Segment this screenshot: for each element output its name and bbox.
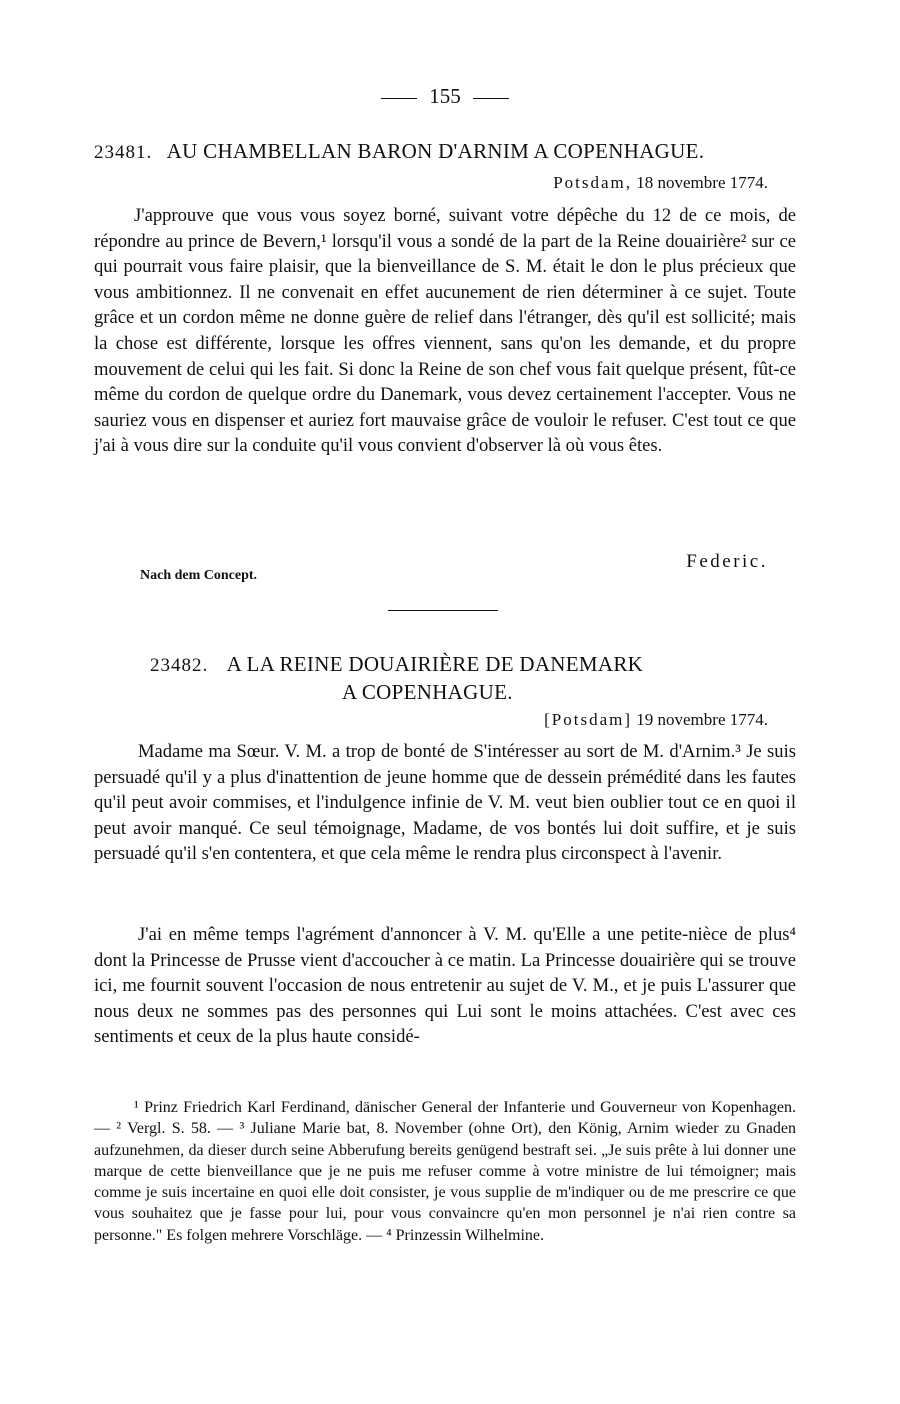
letter-2-place: [Potsdam] (544, 710, 633, 729)
letter-2-number: 23482. (150, 655, 209, 676)
letter-2-title-line-2: A COPENHAGUE. (342, 680, 513, 704)
letter-1-body: J'approuve que vous vous soyez borné, suivant votre dépêche du 12 de ce mois, de répondre au prince de Bevern,¹ lorsqu'il vous a sondé de la part de la Reine douairière² sur ce qui pourrait vous faire plaisir, que la bienveillance de S. M. était le don le plus précieux que vous ambitionnez. Il ne convenait en effet aucunement de rien déterminer à ce sujet. Toute grâce et un cordon même ne donne guère de relief dans l'étranger, dès qu'il est sollicité; mais la chose est différente, lorsque les offres viennent, sans qu'on les demande, et du propre mouvement de celui qui les fait. Si donc la Reine de son chef vous fait quelque présent, fût-ce même du cordon de quelque ordre du Danemark, vous devez certainement l'accepter. Vous ne sauriez vous en dispenser et auriez fort mauvaise grâce de vouloir le refuser. C'est tout ce que j'ai à vous dire sur la conduite qu'il vous convient d'observer là où vous êtes. (94, 205, 796, 457)
section-divider (388, 610, 498, 611)
letter-2-title-line-1: A LA REINE DOUAIRIÈRE DE DANEMARK (226, 652, 644, 676)
letter-2-paragraph-1: Madame ma Sœur. V. M. a trop de bonté de S'intéresser au sort de M. d'Arnim.³ Je suis persuadé qu'il y a plus d'inattention de jeune homme que de dessein prémédité dans les fautes qu'il peut avoir commises, et l'indulgence infinie de V. M. veut bien oublier tout ce en quoi il peut avoir manqué. Ce seul témoignage, Madame, de vos bontés lui doit suffire, et je suis persuadé qu'il s'en contentera, et que cela même le rendra plus circonspect à l'avenir. (94, 741, 796, 865)
page-number-line (94, 84, 796, 109)
page-number-rule-left (381, 98, 417, 99)
letter-1-place: Potsdam, (553, 173, 633, 192)
letter-1-heading (94, 139, 796, 164)
letter-1-title: AU CHAMBELLAN BARON D'ARNIM A COPENHAGUE. (166, 139, 705, 163)
letter-2-date: 19 novembre 1774. (636, 710, 768, 729)
footnotes: ¹ Prinz Friedrich Karl Ferdinand, dänischer General der Infanterie und Gouverneur von Kopenhagen. — ² Vergl. S. 58. — ³ Juliane Marie bat, 8. November (ohne Ort), den König, Arnim wieder zu Gnaden aufzunehmen, da dieser durch seine Abberufung bereits genügend bestraft sei. „Je suis prête à lui donner une marque de cette bienveillance que je ne puis me refuser comme à votre ministre de lui témoigner; mais comme je suis incertaine en quoi elle doit consister, je vous supplie de m'indiquer ou de me prescrire ce que vous souhaitez que je fasse pour lui, pour vous convaincre qu'en mon personnel je n'ai rien contre sa personne." Es folgen mehrere Vorschläge. — ⁴ Prinzessin Wilhelmine. (94, 1099, 796, 1244)
letter-1-number: 23481. (94, 142, 153, 163)
letter-2-dateline (544, 710, 768, 730)
letter-1-date: 18 novembre 1774. (636, 173, 768, 192)
letter-2-paragraph-2: J'ai en même temps l'agrément d'annoncer à V. M. qu'Elle a une petite-nièce de plus⁴ dont la Princesse de Prusse vient d'accoucher à ce matin. La Princesse douairière qui se trouve ici, me fournit souvent l'occasion de nous entretenir au sujet de V. M., et je puis L'assurer que nous deux ne sommes pas des personnes qui Lui sont le moins attachées. C'est avec ces sentiments et ceux de la plus haute considé- (94, 924, 796, 1048)
page-number-rule-right (473, 98, 509, 99)
page-number: 155 (429, 84, 461, 108)
letter-1-signature: Federic. (686, 551, 768, 572)
letter-2-heading (94, 652, 796, 677)
letter-1-dateline (553, 173, 768, 193)
letter-1-source-note: Nach dem Concept. (140, 568, 258, 583)
